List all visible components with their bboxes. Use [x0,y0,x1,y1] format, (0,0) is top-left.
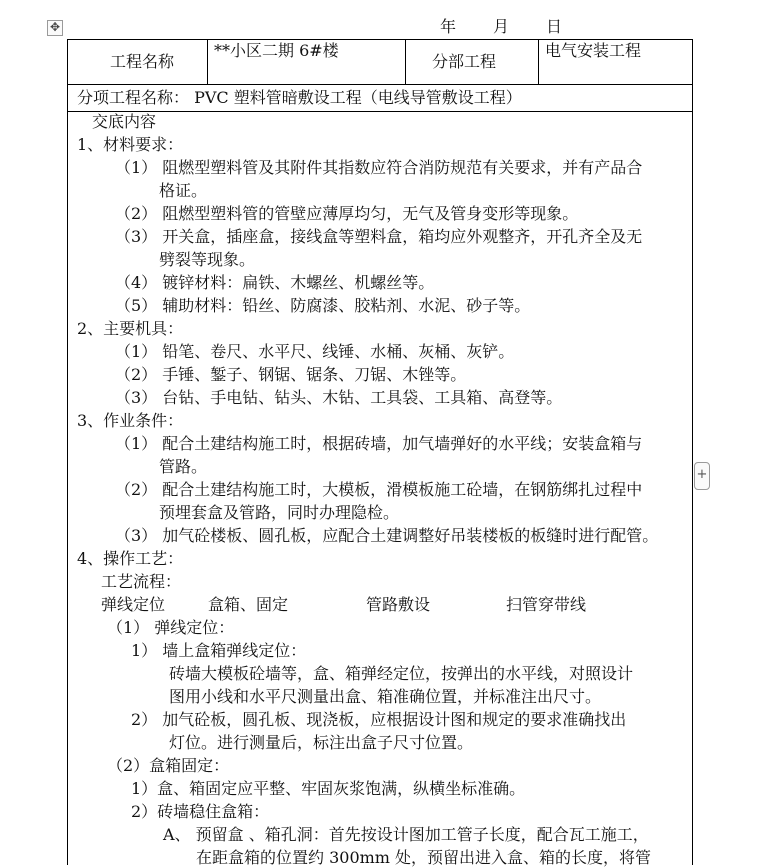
list-item: （3） 加气砼楼板、圆孔板，应配合土建调整好吊装楼板的板缝时进行配管。 [115,526,659,545]
add-row-plus-icon[interactable]: + [694,462,710,490]
list-item: （1） 铅笔、卷尺、水平尺、线锤、水桶、灰桶、灰铲。 [115,342,515,361]
list-item: 2） 加气砼板，圆孔板、现浇板，应根据设计图和规定的要求准确找出 [131,710,627,729]
flow-step: 扫管穿带线 [506,595,587,614]
flow-step: 弹线定位 [101,595,166,614]
list-item: （2） 配合土建结构施工时，大模板，滑模板施工砼墙，在钢筋绑扎过程中 [115,480,643,499]
list-item: （3） 台钻、手电钻、钻头、木钻、工具袋、工具箱、高登等。 [115,388,563,407]
list-item-continued: 砖墙大模板砼墙等，盒、箱弹经定位，按弹出的水平线，对照设计 [169,664,634,683]
project-name-value: **小区二期 6#楼 [214,41,339,60]
table-move-handle-icon[interactable]: ✥ [47,20,63,36]
section-2-title: 2、主要机具： [77,319,184,338]
date-year-label: 年 [440,17,457,36]
list-item-continued: 灯位。进行测量后，标注出盒子尺寸位置。 [169,733,474,752]
list-item: （2） 手锤、錾子、钢锯、锯条、刀锯、木锉等。 [115,365,467,384]
flow-step: 盒箱、固定 [208,595,289,614]
list-item: （5） 辅助材料：铅丝、防腐漆、胶粘剂、水泥、砂子等。 [115,296,531,315]
list-item: A、 预留盒 、箱孔洞：首先按设计图加工管子长度，配合瓦工施工， [163,825,649,844]
list-item-continued: 管路。 [159,457,208,476]
list-item: 2）砖墙稳住盒箱： [131,802,270,821]
section-heading: 交底内容 [92,112,157,131]
section-4-title: 4、操作工艺： [77,549,184,568]
section-3-title: 3、作业条件： [77,411,184,430]
subsection-title: （1） 弹线定位： [107,618,235,637]
division-value: 电气安装工程 [545,41,642,60]
flow-step: 管路敷设 [366,595,431,614]
division-label: 分部工程 [432,52,497,71]
list-item-continued: 预埋套盒及管路，同时办理隐检。 [159,503,400,522]
list-item: （3） 开关盒，插座盒，接线盒等塑料盒，箱均应外观整齐，开孔齐全及无 [115,227,643,246]
list-item: 1）盒、箱固定应平整、牢固灰浆饱满，纵横坐标准确。 [131,779,526,798]
date-month-label: 月 [493,17,510,36]
project-name-label: 工程名称 [110,52,175,71]
list-item-continued: 格证。 [159,181,208,200]
list-item: （1） 配合土建结构施工时，根据砖墙，加气墙弹好的水平线；安装盒箱与 [115,434,643,453]
list-item: （2） 阻燃型塑料管的管壁应薄厚均匀，无气及管身变形等现象。 [115,204,579,223]
list-item: （4） 镀锌材料：扁铁、木螺丝、机螺丝等。 [115,273,435,292]
subitem-name: 分项工程名称： PVC 塑料管暗敷设工程（电线导管敷设工程） [77,88,522,107]
subsection-title: （2）盒箱固定： [107,756,230,775]
list-item-continued: 劈裂等现象。 [159,250,256,269]
date-day-label: 日 [546,17,563,36]
list-item: 1） 墙上盒箱弹线定位： [131,641,307,660]
list-item-continued: 在距盒箱的位置约 300mm 处，预留出进入盒、箱的长度，将管 [196,848,652,867]
process-flow-title: 工艺流程： [101,572,182,591]
section-1-title: 1、材料要求： [77,135,184,154]
list-item: （1） 阻燃型塑料管及其附件其指数应符合消防规范有关要求，并有产品合 [115,158,643,177]
list-item-continued: 图用小线和水平尺测量出盒、箱准确位置，并标准注出尺寸。 [169,687,602,706]
